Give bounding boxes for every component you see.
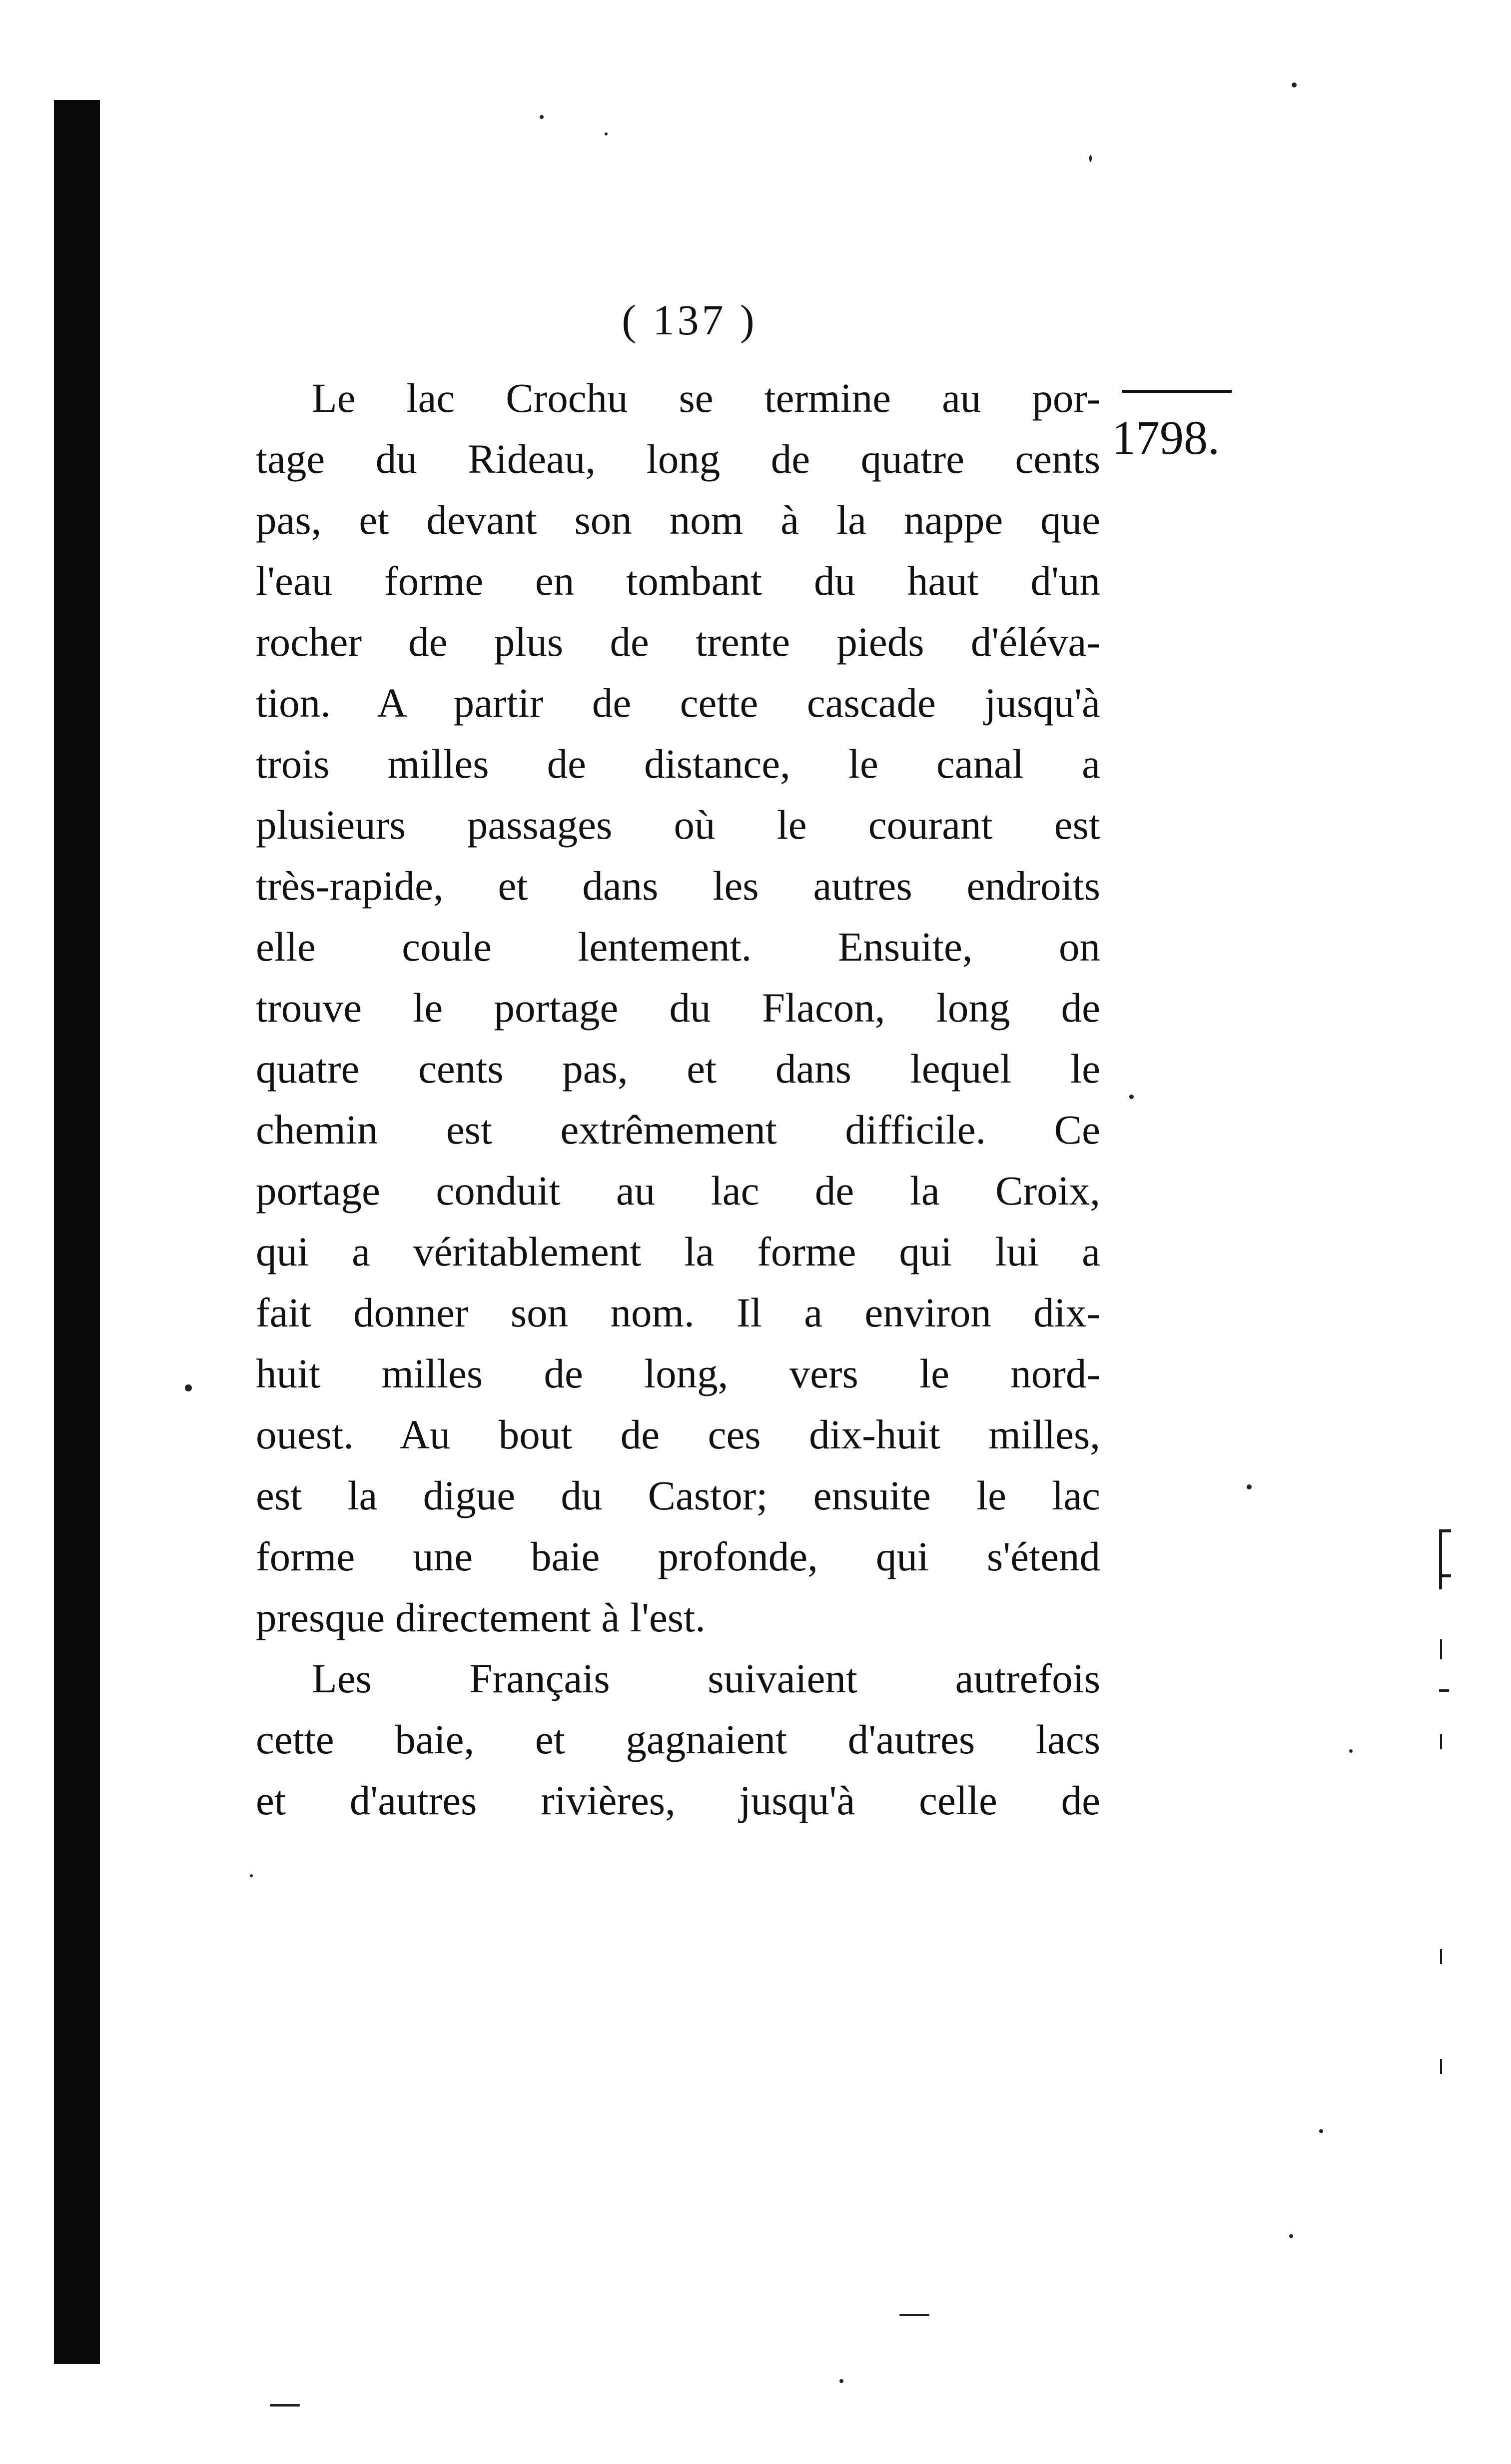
text-line: elle coule lentement. Ensuite, on [256, 924, 1100, 970]
text-line: très-rapide, et dans les autres endroits [256, 863, 1100, 909]
text-line: l'eau forme en tombant du haut d'un [256, 558, 1100, 604]
text-line: Les Français suivaient autrefois [312, 1655, 1100, 1701]
scan-speck [1129, 1095, 1134, 1099]
scan-speck [1319, 2129, 1323, 2133]
scan-speck [250, 1874, 253, 1877]
text-line: huit milles de long, vers le nord- [256, 1350, 1100, 1396]
binding-shadow [54, 100, 100, 2364]
scan-speck [540, 115, 544, 119]
scan-speck [1289, 2234, 1293, 2238]
scan-speck [839, 2379, 843, 2383]
scan-speck [1089, 155, 1092, 162]
text-line: quatre cents pas, et dans lequel le [256, 1046, 1100, 1092]
text-line: presque directement à l'est. [256, 1594, 706, 1640]
margin-rule [1122, 390, 1232, 393]
scan-speck [185, 1384, 192, 1391]
text-line: chemin est extrêmement difficile. Ce [256, 1107, 1100, 1153]
edge-mark [1440, 1734, 1442, 1749]
text-line: et d'autres rivières, jusqu'à celle de [256, 1777, 1100, 1823]
text-line: forme une baie profonde, qui s'étend [256, 1533, 1100, 1579]
text-line: tage du Rideau, long de quatre cents [256, 436, 1100, 482]
text-line: plusieurs passages où le courant est [256, 802, 1100, 848]
text-line: cette baie, et gagnaient d'autres lacs [256, 1716, 1100, 1762]
edge-mark [1439, 1529, 1442, 1589]
scan-speck [605, 132, 608, 135]
edge-mark [1440, 1949, 1442, 1964]
scan-speck [270, 2404, 300, 2407]
text-line: rocher de plus de trente pieds d'éléva- [256, 619, 1100, 665]
text-line: est la digue du Castor; ensuite le lac [256, 1472, 1100, 1518]
edge-mark [1439, 1574, 1451, 1577]
scan-speck [899, 2314, 929, 2316]
text-line: trois milles de distance, le canal a [256, 741, 1100, 787]
text-line: fait donner son nom. Il a environ dix- [256, 1289, 1100, 1335]
text-line: ouest. Au bout de ces dix-huit milles, [256, 1411, 1100, 1457]
text-line: trouve le portage du Flacon, long de [256, 985, 1100, 1031]
scan-speck [1247, 1484, 1252, 1489]
text-line: portage conduit au lac de la Croix, [256, 1168, 1100, 1214]
text-line: Le lac Crochu se termine au por- [312, 375, 1100, 421]
text-line: pas, et devant son nom à la nappe que [256, 497, 1100, 543]
margin-year: 1798. [1112, 411, 1220, 464]
edge-mark [1440, 1639, 1442, 1659]
edge-mark [1439, 1529, 1451, 1532]
edge-mark [1439, 1689, 1449, 1692]
edge-mark [1440, 2059, 1442, 2074]
page-number: ( 137 ) [622, 296, 757, 344]
text-line: tion. A partir de cette cascade jusqu'à [256, 680, 1100, 726]
text-line: qui a véritablement la forme qui lui a [256, 1229, 1100, 1274]
scan-speck [1292, 82, 1297, 87]
body-text [256, 367, 1100, 1831]
scan-speck [1349, 1749, 1353, 1753]
